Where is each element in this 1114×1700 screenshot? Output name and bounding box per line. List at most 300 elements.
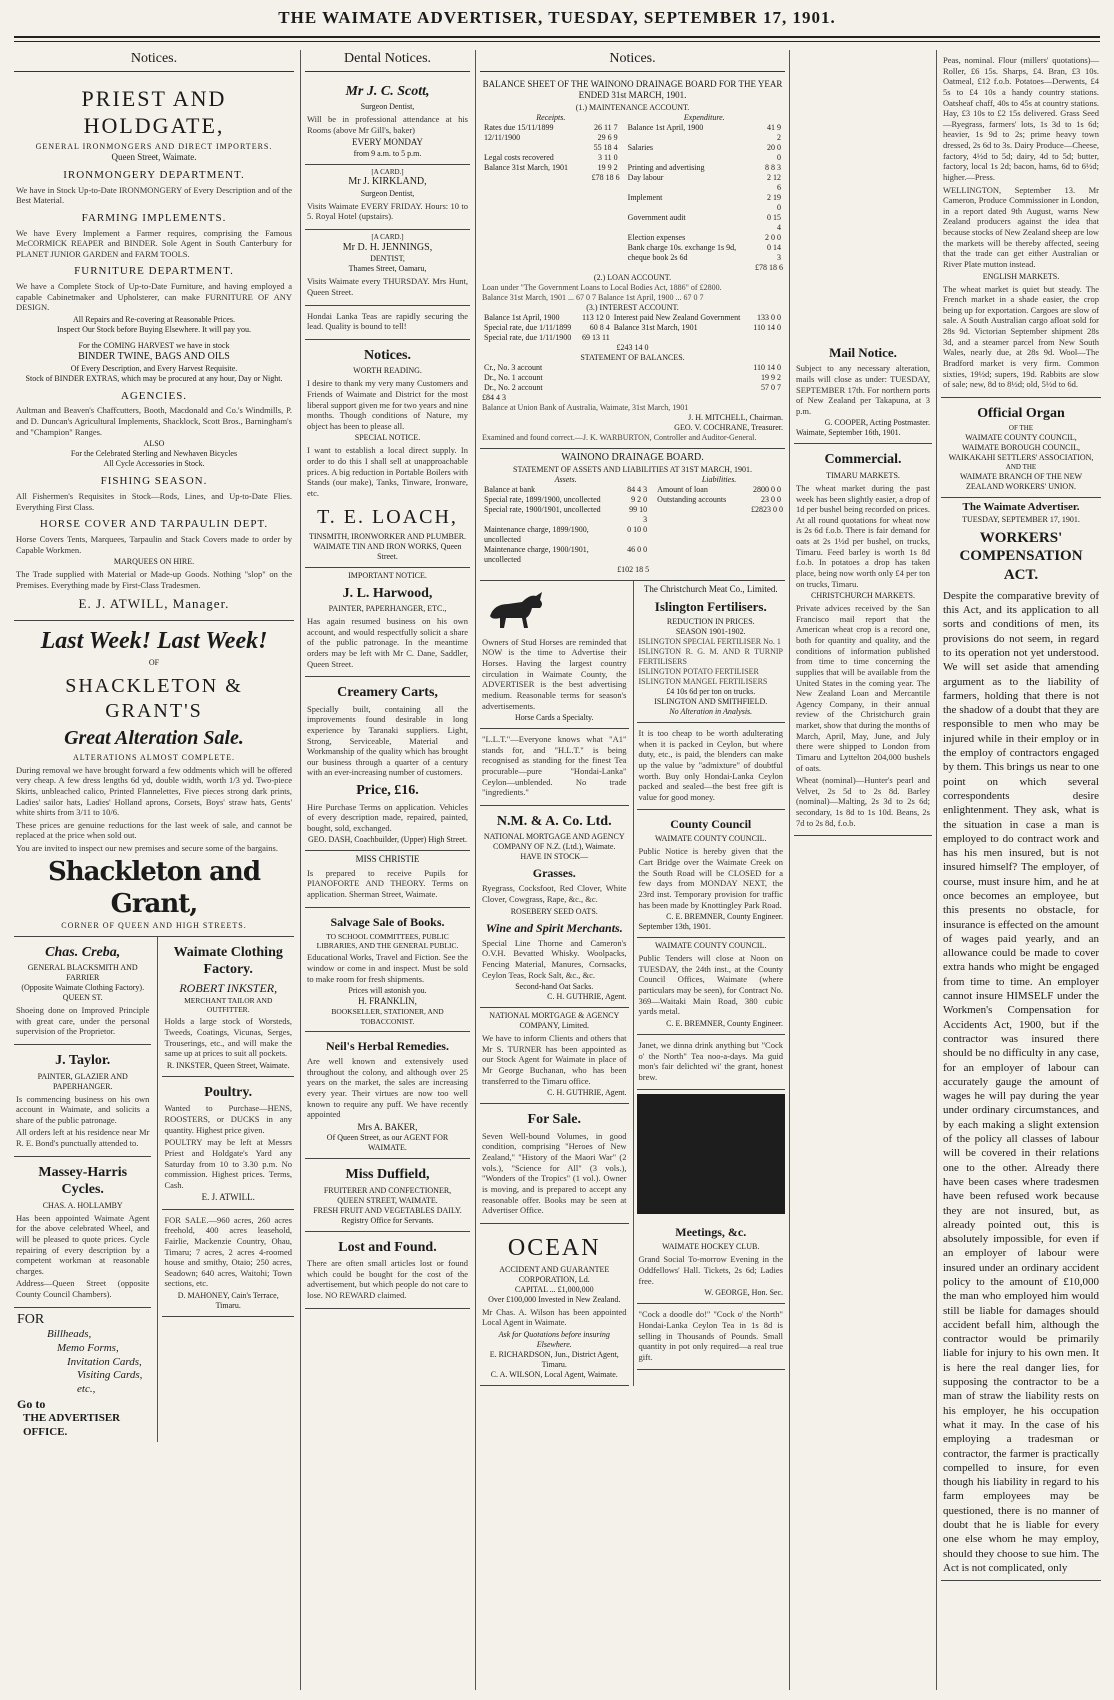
ad-text: Is commencing business on his own account in Waimate, and solicits a share of the public patronage. [16, 1093, 150, 1125]
liabilities-rows [655, 485, 783, 505]
market-report [941, 50, 1101, 398]
ad-text: FRUITERER AND CONFECTIONER, [323, 1185, 452, 1195]
ad-text: QUEEN ST. [62, 993, 103, 1003]
table-row [626, 233, 783, 243]
taylor-ad [14, 1045, 151, 1157]
table-cell: Maintenance charge, 1900/1901, uncollected [484, 544, 589, 564]
section-heading: HORSE COVER AND TARPAULIN DEPT. [39, 518, 269, 531]
ad-text: All orders left at his residence near Mr R. E. Bond's punctually attended to. [16, 1127, 150, 1148]
ad-text: Registry Office for Servants. [341, 1215, 434, 1225]
advertiser-name: J. L. Harwood, [342, 585, 433, 601]
ad-headline: Salvage Sale of Books. [330, 914, 445, 929]
article-text: Private advices received by the San Francisco mail report that the American wheat crop is a record one, both for quantity and quality, and the conditions of information published from time to time concerning the supplies that will be available from the United States in the coming year. The New Zealand Loan and Mercantile Agency Company, in their annual review of the Christchurch grain market, show that during the months of March, April, May, June, and July there were shipped to London from Timaru and Lyttelton 204,000 bushels of oats. [796, 603, 930, 773]
dark-illustration [637, 1094, 786, 1214]
ad-text: Prices will astonish you. [348, 986, 427, 996]
priest-holdgate-ad [14, 76, 294, 621]
ad-text: TO SCHOOL COMMITTEES, PUBLIC LIBRARIES, AND THE GENERAL PUBLIC. [316, 931, 459, 950]
ad-text: CAPITAL ... £1,000,000 [514, 1284, 594, 1294]
ad-text: ALTERATIONS ALMOST COMPLETE. [72, 752, 235, 762]
ad-text: Aultman and Beaven's Chaffcutters, Booth, Macdonald and Co.'s Windmills, P. and D. Duncan's Agricultural Implements, Shacklock, Scott Bros., Barningham's and "Champion" Ranges. [16, 405, 292, 437]
signature: E. RICHARDSON, Jun., District Agent, Timaru. [489, 1350, 619, 1369]
ad-headline: Wine and Spirit Merchants. [485, 920, 623, 935]
ad-text: WAIMATE COUNTY COUNCIL. [655, 834, 767, 844]
ad-text: Wanted to Purchase—HENS, ROOSTERS, or DUCKS in any quantity. Highest price given. [164, 1103, 292, 1135]
expenditure-rows [626, 123, 783, 263]
table-cell: 19 9 2 [597, 163, 618, 172]
table-cell: Balance 1st April, 1900 [484, 313, 560, 322]
ad-text: WAIMATE HOCKEY CLUB. [662, 1242, 760, 1252]
advertiser-name: J. Taylor. [55, 1053, 111, 1068]
ad-headline: Waimate Clothing Factory. [173, 944, 283, 978]
table-cell [750, 333, 783, 343]
section-heading: STATEMENT OF ASSETS AND LIABILITIES AT 31ST MARCH, 1901. [513, 464, 752, 474]
ad-headline: Mail Notice. [829, 345, 897, 360]
table-cell: Election expenses [627, 233, 686, 242]
table-row [482, 333, 783, 343]
signature: J. H. MITCHELL, Chairman. [688, 413, 783, 422]
column-rule [475, 50, 476, 1690]
ad-text: Owners of Stud Horses are reminded that NOW is the time to Advertise their Horses. Having the largest country circulation in Waimate County, the ADVERTISER is the best advertising medium. Reasonable terms for season's advertisements. [482, 636, 627, 711]
table-row [626, 243, 783, 263]
meat-co-ad [637, 581, 786, 724]
signature: W. GEORGE, Hon. Sec. [704, 1288, 783, 1298]
ad-text: ISLINGTON R. G. M. AND R TURNIP FERTILISERS [638, 647, 783, 666]
ad-text: Examined and found correct.—J. K. WARBURTON, Controller and Auditor-General. [482, 433, 757, 442]
signature: GEO. V. COCHRANE, Treasurer. [674, 423, 783, 432]
table-total: £2823 0 0 [751, 504, 783, 514]
ad-text: For the Celebrated Sterling and Newhaven Bicycles [70, 449, 238, 459]
signature: C. H. GUTHRIE, Agent. [547, 1088, 627, 1098]
table-cell: Printing and advertising [627, 163, 705, 172]
ad-text: Visits Waimate EVERY FRIDAY. Hours: 10 to 5. Royal Hotel (upstairs). [307, 200, 468, 222]
ad-text: Surgeon Dentist, [360, 188, 415, 198]
table-row [482, 133, 620, 143]
ad-text: [A CARD.] [371, 233, 404, 241]
table-cell: 2 0 0 [765, 233, 781, 242]
ad-headline: Lost and Found. [338, 1239, 437, 1255]
column-rule [789, 50, 790, 1690]
advertiser-name: H. FRANKLIN, [358, 996, 417, 1007]
ad-text: Loan under "The Government Loans to Local Bodies Act, 1886" of £2800. [482, 283, 722, 292]
table-cell: 110 14 0 [753, 363, 781, 372]
section-heading: AGENCIES. [120, 389, 188, 402]
column-rule [936, 50, 937, 1690]
table-cell: 0 10 0 [627, 524, 648, 534]
christie-ad [305, 851, 470, 907]
table-row [626, 173, 783, 193]
ad-headline: For Sale. [527, 1112, 581, 1128]
signature: C. H. GUTHRIE, Agent. [547, 992, 627, 1002]
ad-text: POULTRY may be left at Messrs Priest and Holdgate's Yard any Saturday from 10 to 3.30 p.m. No commission. Highest prices. Terms, Cash. [164, 1137, 292, 1190]
table-cell: Special rate, due 1/11/1900 [484, 333, 572, 342]
section-heading: Commercial. [824, 452, 902, 468]
editorial-text: Despite the comparative brevity of this Act, and its application to all sorts and conditions of men, its provisions do not seem, in regard to its operation not yet understood. We will set aside that amending argument as to the liability of farmers, holding that there is not the shadow of a doubt that they are responsible to men who may be injured while in their employ or in the employ of contractors engaged by them. This brings us near to one point on which several correspondents desire enlightenment. They ask, what is the situation in case a man is employed to do contract work and has his men insured, but is not insured himself? The employer, of course, must insure him, and he at once becomes an employee, but this presents no obstacle, for insurance is effected on the amount of wages paid yearly, and an allowance could be made to cover extra hands who might be engaged from time to time. An employer cannot insure HIMSELF under the Workmen's Compensation for Accidents Act, 1900, but if the contractor was insured there should be no difficulty in any case, for an employer of labour can accurately gauge the amount of wages he will pay during the year under ordinary circumstances, and by each making a slight extension of the policy all classes of labour will be covered in their relations one to the other. Already there have been cases where tradesmen have been refused work because they are not insured, but, as already pointed out, this is absolutely impossible, for even if an employer of labour were insured under an ordinary accident policy to the amount of £10,000 the man who employed him would still be liable for damages should accident befall him, although the contractor would be primarily liable for injury to his own men. It is here the real danger lies, for supposing the contractor to be a man of straw the liability rests on his employer, he his occupation what it may. In the case of his employing a tradesman or contractor, the farmer is practically compelled to insure, for even though his liability in regard to his farm employees may be questioned, there is no manner of doubt that he is liable for every one else whom he may employ, should they choose to sue him. The Act is not complicated, only [943, 589, 1099, 1574]
signature: R. INKSTER, Queen Street, Waimate. [166, 1060, 290, 1070]
official-organ [941, 398, 1101, 498]
ad-date: Waimate, September 16th, 1901. [796, 428, 901, 438]
masthead [0, 0, 1114, 46]
paper-date: TUESDAY, SEPTEMBER 17, 1901. [962, 514, 1080, 524]
ad-text: Has been appointed Waimate Agent for the above celebrated Wheel, and will be pleased to quote prices. Cycle repairing of every description by a competent workman at reasonable charges. [16, 1212, 150, 1276]
ad-text: WAIKAKAHI SETTLERS' ASSOCIATION, [948, 453, 1094, 462]
table-cell: 60 8 4 [589, 323, 610, 332]
table-cell: 2 12 6 [767, 173, 781, 192]
masthead-rule [14, 36, 1100, 42]
ad-text: SPECIAL NOTICE. [354, 433, 421, 443]
table-cell: 9 2 0 [631, 494, 648, 504]
assets-liabilities [482, 475, 783, 575]
assets-table [482, 475, 649, 575]
table-cell: Legal costs recovered [484, 153, 554, 162]
signature: D. MAHONEY, Cain's Terrace, Timaru. [177, 1291, 279, 1310]
ad-headline: Neil's Herbal Remedies. [326, 1039, 449, 1054]
assets-rows [482, 485, 649, 565]
ad-text: Educational Works, Travel and Fiction. See the window or come in and inspect. Must be sold to make room for fresh shipments. [307, 952, 468, 984]
ad-text: These prices are genuine reductions for the last week of sale, and cannot be replaced at the price when sold out. [16, 819, 292, 841]
table-cell: Balance 1st April, 1900 [627, 123, 704, 132]
table-row [482, 123, 620, 133]
ad-text: GENERAL BLACKSMITH AND FARRIER [27, 963, 138, 983]
table-cell [482, 143, 586, 153]
ad-text: It is too cheap to be worth adulterating when it is packed in Ceylon, but where duty, etc., is paid, the blenders can make up the value by "admixture" of doubtful worth. Buy only Hondai-Lanka Ceylon packed and sealed—the best free gift is value for good money. [638, 728, 783, 802]
table-cell: Outstanding accounts [657, 494, 727, 504]
column-dental-notices [305, 50, 470, 1690]
advertiser-name: Mr J. C. Scott, [345, 83, 430, 99]
ad-text: Horse Cards a Specialty. [514, 713, 594, 723]
table-heading: Liabilities. [701, 474, 737, 484]
advertiser-name: The Christchurch Meat Co., Limited. [643, 583, 778, 594]
ad-text: Shoeing done on Improved Principle with great care, under the personal supervision of the Proprietor. [16, 1005, 150, 1037]
ad-text: HAVE IN STOCK— [520, 852, 589, 862]
lower-ads-row [480, 581, 785, 1387]
ad-headline: Meetings, &c. [675, 1225, 747, 1240]
ad-text: Memo Forms, [57, 1341, 119, 1354]
table-cell: 69 13 11 [582, 333, 610, 342]
table-total: £243 14 0 [616, 343, 649, 352]
ad-text: EVERY MONDAY [351, 137, 424, 148]
table-cell: 0 15 4 [767, 213, 781, 232]
clothing-factory-ad [162, 937, 294, 1077]
section-heading: CHRISTCHURCH MARKETS. [810, 591, 915, 601]
poultry-ad [162, 1077, 294, 1210]
ad-text: Billheads, [47, 1328, 92, 1341]
ad-text: ISLINGTON SPECIAL FERTILISER No. 1 [638, 637, 781, 646]
ad-text: £4 10s 6d per ton on trucks. [666, 687, 756, 696]
ad-text: Subject to any necessary alteration, mails will close as under: TUESDAY, SEPTEMBER 17th. For northern ports of New Zealand per Takapuna, at 3 p.m. [796, 363, 930, 416]
table-cell: Cr., No. 3 account [484, 363, 543, 372]
ad-text: ISLINGTON MANGEL FERTILISERS [638, 677, 768, 686]
ad-text: THE ADVERTISER OFFICE. [23, 1411, 121, 1438]
table-cell: Balance 31st March, 1901 [484, 163, 568, 172]
horse-illustration [482, 586, 552, 630]
signature: GEO. DASH, Coachbuilder, (Upper) High Street. [308, 835, 467, 845]
signature: C. E. BREMNER, County Engineer. [666, 912, 783, 922]
llt-tea-ad [480, 729, 629, 806]
small-ads-row [14, 937, 294, 1443]
balances-rows [482, 363, 783, 393]
table-row [482, 313, 783, 323]
table-row [655, 495, 783, 505]
table-total: £84 4 3 [482, 393, 506, 402]
column-rule [300, 50, 301, 1690]
ad-text: Balance at Union Bank of Australia, Waimate, 31st March, 1901 [482, 403, 689, 412]
table-cell: 2800 0 0 [753, 484, 781, 494]
advertiser-name: SHACKLETON & GRANT'S [65, 674, 243, 722]
ad-text: I desire to thank my very many Customers and Friends of Waimate and District for the most liberal support given me for two years and nine months. Though conditions of Nature, my object has been to please all. [307, 378, 468, 431]
ad-text: Public Tenders will close at Noon on TUESDAY, the 24th inst., at the County Council Offices, Waimate (where particulars may be seen), for Contract No. 369—Waitaki Main Road, 380 cubic yards metal. [638, 953, 783, 1017]
table-row [626, 143, 783, 163]
table-cell: 12/11/1900 [484, 133, 521, 142]
ad-text: ACCIDENT AND GUARANTEE CORPORATION, Ld. [499, 1264, 610, 1284]
ad-text: WORTH READING. [353, 366, 422, 376]
cock-tea-ad [637, 1304, 786, 1370]
table-cell: Balance at bank [484, 484, 536, 494]
table-heading: Expenditure. [683, 113, 725, 122]
ad-text: Go to [17, 1396, 46, 1411]
table-cell: 20 0 0 [767, 143, 781, 162]
right-small-ads [157, 937, 294, 1443]
table-row [482, 545, 649, 565]
ad-text: FOR SALE.—960 acres, 260 acres freehold, 400 acres leasehold, Fairlie, Mackenzie Country, Ohau, Timaru; 7 acres, 2 acres 4-roomed house and smithy, Otaio; 250 acres, Seadown; 640 acres, Waitohi; Town sections, etc. [164, 1214, 292, 1289]
section-heading: FARMING IMPLEMENTS. [81, 211, 227, 224]
ad-headline: Poultry. [204, 1084, 253, 1100]
advertiser-name: Chas. Creba, [45, 944, 121, 960]
balance-sheet-title: BALANCE SHEET OF THE WAINONO DRAINAGE BOARD FOR THE YEAR ENDED 31st MARCH, 1901. [482, 78, 783, 100]
ad-text: You are invited to inspect our new premises and secure some of the bargains. [16, 843, 278, 853]
newspaper-title: THE WAIMATE ADVERTISER, TUESDAY, SEPTEMBER 17, 1901. [278, 8, 836, 27]
ad-text: WAIMATE BOROUGH COUNCIL, [962, 443, 1080, 452]
editorial-heading: WORKERS' COMPENSATION ACT. [959, 529, 1083, 583]
ad-text: No Alteration in Analysis. [669, 707, 753, 716]
creamery-carts-ad [305, 677, 470, 851]
advertiser-name: T. E. LOACH, [317, 505, 458, 528]
advertiser-name: Shackleton and Grant, [47, 856, 261, 920]
nma-ad [480, 806, 629, 1008]
ad-text: Stock of BINDER EXTRAS, which may be procured at any hour, Day or Night. [25, 373, 283, 383]
section-heading: STATEMENT OF BALANCES. [580, 353, 685, 362]
kirkland-dentist-ad [305, 165, 470, 231]
ad-headline: Creamery Carts, [337, 685, 438, 701]
ad-text: FOR [17, 1311, 45, 1327]
advertiser-name: Mr J. KIRKLAND, [348, 176, 427, 188]
table-total: £78 18 6 [755, 263, 783, 272]
table-cell: Dr., No. 1 account [484, 373, 543, 382]
ad-headline: Last Week! Last Week! [40, 627, 268, 654]
table-cell: Special rate, 1900/1901, uncollected [484, 504, 601, 514]
ad-text: FRESH FRUIT AND VEGETABLES DAILY. [313, 1205, 462, 1215]
maintenance-account [482, 113, 783, 273]
ad-headline: Great Alteration Sale. [64, 726, 244, 749]
table-row [655, 485, 783, 495]
liabilities-table [655, 475, 783, 575]
column-notices-3 [480, 50, 785, 1690]
article-text: WELLINGTON, September 13. Mr Cameron, Produce Commissioner in London, in a report dated 9th August, warns New Zealand producers against the idea that because stocks of New Zealand sheep are low the markets will be thereby affected, seeing that the trade can get either Australian or River Plate mutton instead. [943, 184, 1100, 269]
table-row [482, 485, 649, 495]
lower-left-ads [480, 581, 629, 1387]
ad-text: During removal we have brought forward a few oddments which will be offered very cheap. A few dress lengths 6d yd, double width, worth 1/3 yd. Two-piece Skirts, unbleached calico, Printed Flannelettes, Five pieces strong dark prints, Ladies' sailor hats, Ladies' Holland aprons, Corsets, Boys' straw hats, Gents' white shirts from 3/11 to 10/6. [16, 764, 292, 818]
article-text: Wheat (nominal)—Hunter's pearl and Velvet, 2s 5d to 2s 8d. Barley (nominal)—Malting, 2s 3d to 2s 6d; secondary, 1s 8d to 1s 10d. Beans, 2s 7d to 2s 8d, f.o.b. [796, 775, 930, 828]
books-for-sale-ad [480, 1104, 629, 1224]
interest-rows [482, 313, 783, 343]
ad-text: WAIMATE COUNTY COUNCIL, [965, 433, 1077, 442]
ad-text: We have to inform Clients and others that Mr S. TURNER has been appointed as our Stock Agent for Waimate in place of Mr George Buchanan, who has been transferred to the Timaru office. [482, 1033, 627, 1086]
advertiser-name: PRIEST AND HOLDGATE, [81, 85, 227, 138]
lower-right-ads [633, 581, 786, 1387]
ad-headline: Official Organ [977, 405, 1065, 421]
table-cell: 99 10 3 [629, 504, 648, 524]
ad-text: ROSEBERY SEED OATS. [510, 906, 598, 916]
section-heading: IRONMONGERY DEPARTMENT. [63, 168, 245, 181]
table-cell: Amount of loan [657, 484, 708, 494]
ad-text: IMPORTANT NOTICE. [348, 570, 427, 580]
advertiser-name: Mrs A. BAKER, [357, 1121, 418, 1132]
advertiser-subtitle: GENERAL IRONMONGERS AND DIRECT IMPORTERS. [35, 141, 273, 151]
table-row [482, 525, 649, 545]
ad-text: Ask for Quotations before insuring Elsewhere. [498, 1330, 610, 1349]
ad-text: TINSMITH, IRONWORKER AND PLUMBER. [308, 531, 467, 541]
column-notices-1 [14, 50, 294, 1690]
advertiser-name: Miss Duffield, [345, 1167, 430, 1183]
ad-text: We have Every Implement a Farmer requires, comprising the Famous McCORMICK REAPER and BINDER. Sole Agent in South Canterbury for PLANET JUNIOR GARDEN and FARM TOOLS. [16, 227, 292, 259]
table-cell: Special rate, due 1/11/1899 [484, 323, 572, 332]
ad-text: SEASON 1901-1902. [675, 627, 746, 636]
ad-text: Surgeon Dentist, [360, 102, 415, 111]
table-cell: 2 19 0 [767, 193, 781, 212]
ad-text: WAIMATE COUNTY COUNCIL. [655, 941, 767, 951]
advertiser-name: N.M. & A. Co. Ltd. [496, 813, 612, 829]
ad-text: CHAS. A. HOLLAMBY [42, 1200, 123, 1210]
signature: E. J. ATWILL. [201, 1192, 255, 1203]
county-council-ad [637, 810, 786, 938]
ad-headline: Grasses. [532, 866, 576, 881]
table-cell: Rates due 15/11/1899 [484, 123, 554, 132]
ad-text: Hire Purchase Terms on application. Vehicles of every description made, repaired, painted, bought, sold, exchanged. [307, 801, 468, 833]
nma-agent-ad [480, 1008, 629, 1104]
table-cell: Special rate, 1899/1900, uncollected [484, 494, 601, 504]
ad-text: "L.L.T."—Everyone knows what "A1" stands for, and "H.L.T." is being recognised as standing for the finest Tea procurable—pure "Hondai-Lanka" Ceylon—unblended. No trade "ingredients." [482, 734, 627, 798]
hondai-tea-ad [305, 306, 470, 340]
balance-sheet [480, 76, 785, 450]
printing-ad [14, 1308, 151, 1443]
table-cell: 19 9 2 [761, 373, 781, 382]
table-cell: Maintenance charge, 1899/1900, uncollected [484, 524, 589, 544]
ad-text: Horse Covers Tents, Marquees, Tarpaulin and Stack Covers made to order by Capable Workmen. [16, 533, 292, 555]
left-small-ads [14, 937, 151, 1443]
table-row [482, 495, 649, 505]
table-cell: Salaries [627, 143, 653, 152]
ad-text: REDUCTION IN PRICES. [666, 617, 755, 626]
section-heading: TIMARU MARKETS. [826, 470, 900, 480]
table-cell: 8 8 3 [765, 163, 781, 172]
ad-text: Seven Well-bound Volumes, in good condition, comprising "Heroes of New Zealand," "History of the Maori War" (2 vols.), "Science for All" (3 vols.), "Wonders of the Tropics" (1 vol.). Owner is moving, and is prepared to accept any reasonable offer. Books may be seen at Advertiser Office. [482, 1130, 627, 1216]
table-cell: Dr., No. 2 account [484, 383, 543, 392]
table-cell: 110 14 0 [753, 323, 781, 332]
table-cell: 113 12 0 [582, 313, 610, 322]
ad-text: AND THE [1005, 463, 1037, 471]
ad-text: from 9 a.m. to 5 p.m. [353, 148, 422, 158]
table-cell: 3 11 0 [597, 153, 618, 162]
ad-text: MARQUEES ON HIRE. [113, 557, 195, 567]
advertiser-address: Queen Street, Waimate. [111, 151, 197, 162]
mail-notice [794, 338, 932, 444]
ad-text: Hondai Lanka Teas are rapidly securing the lead. Quality is bound to tell! [307, 310, 468, 332]
section-heading: ENGLISH MARKETS. [982, 271, 1060, 281]
table-heading: Assets. [554, 474, 577, 484]
ad-headline: Islington Fertilisers. [654, 598, 767, 614]
column-commercial [794, 50, 932, 1690]
ad-headline: County Council [670, 817, 752, 832]
tea-ad [637, 723, 786, 810]
paper-name: The Waimate Advertiser. [962, 500, 1080, 513]
ad-text: Visits Waimate every THURSDAY. Mrs Hunt, Queen Street. [307, 276, 468, 297]
table-row [626, 123, 783, 143]
section-heading: (2.) LOAN ACCOUNT. [593, 273, 672, 282]
neil-remedies-ad [305, 1032, 470, 1159]
ad-text: OF [148, 657, 160, 667]
ad-text: Of Queen Street, as our AGENT FOR WAIMATE. [326, 1133, 449, 1153]
ad-text: OF THE [1008, 424, 1034, 433]
table-cell: 26 11 7 [593, 123, 618, 132]
advertiser-name: Massey-Harris Cycles. [38, 1164, 128, 1198]
receipts-table [482, 113, 620, 273]
ad-text: PAINTER, PAPERHANGER, ETC., [328, 604, 447, 613]
table-cell: 41 9 2 [767, 123, 781, 142]
table-total: £78 18 6 [591, 173, 620, 182]
ad-text: ALSO [143, 439, 165, 449]
scott-dentist-ad [305, 76, 470, 165]
ad-text: WAIMATE BRANCH OF THE NEW ZEALAND WORKERS' UNION. [959, 471, 1083, 491]
salvage-sale-ad [305, 908, 470, 1033]
table-cell: 46 0 0 [627, 544, 648, 554]
ad-text: I want to establish a local direct supply. In order to do this I shall sell at unapproachable prices. A big reduction in Portable Boilers with Stands (our make), Tanks, Tinware, Ironware, etc. [307, 445, 468, 498]
table-cell: Government audit [627, 213, 686, 222]
ad-text: Has again resumed business on his own account, and would respectfully solicit a share of the public patronage. In the meantime orders may be left with Mr C. Dane, Saddler, Queen Street. [307, 616, 468, 669]
land-for-sale-ad [162, 1210, 294, 1317]
ad-text: ISLINGTON AND SMITHFIELD. [654, 697, 768, 706]
advertiser-name: NATIONAL MORTGAGE & AGENCY COMPANY, Limited. [489, 1011, 620, 1031]
ad-text: Of Every Description, and Every Harvest Requisite. [70, 363, 238, 373]
ad-text: Visiting Cards, etc., [77, 1369, 143, 1396]
table-cell: Balance 31st March, 1901 [613, 323, 698, 332]
duffield-ad [305, 1159, 470, 1232]
section-heading: (3.) INTEREST ACCOUNT. [586, 303, 679, 312]
ad-text: MERCHANT TAILOR AND OUTFITTER. [184, 995, 273, 1014]
massey-harris-ad [14, 1157, 151, 1308]
article-text: Peas, nominal. Flour (millers' quotations)—Roller, £6 15s. Sharps, £4. Bran, £3 10s. Oatmeal, £12 f.o.b. Potatoes—Derwents, £4 5s to £4 10s a handy country stations. Oatsheaf chaff, 40s to 45s at country stations. Hay, £3 10s to £2 15s delivered. Grass Seed—Ryegrass, farmers' lots, 1s 3d to 1s 6d; heavier, 1s 9d to 2s; prime heavy town dressed, 2s 6d to 3s. Dairy Produce—Cheese, factory, 4½d to 5d; dairy, 4d to 5d; butter, factory, local 1s 2d; bacon, hams, 6d to 6½d; higher.—Press. [943, 55, 1099, 182]
signature: C. A. WILSON, Local Agent, Waimate. [490, 1370, 618, 1379]
tenders-ad [637, 938, 786, 1035]
ad-text: Is prepared to receive Pupils for PIANOFORTE AND THEORY. Terms on application. Sherman Street, Waimate. [307, 867, 468, 899]
ad-text: Are well known and extensively used throughout the colony, and although over 25 years on the market, the sales are increasing every year. Their virtues are now too well known to require any puff. We have recently appointed [307, 1056, 468, 1120]
table-row [626, 213, 783, 233]
advertiser-name: OCEAN [507, 1234, 601, 1261]
jennings-dentist-ad [305, 230, 470, 306]
section-heading: WAINONO DRAINAGE BOARD. [561, 452, 704, 463]
expenditure-table [626, 113, 783, 273]
table-cell: 23 0 0 [761, 494, 781, 504]
ad-text: All Cycle Accessories in Stock. [103, 459, 205, 469]
ad-text: [A CARD.] [371, 167, 404, 176]
shackleton-grant-ad [14, 621, 294, 937]
table-row [482, 153, 620, 163]
ad-text: ISLINGTON POTATO FERTILISER [638, 667, 759, 676]
ad-text: Grand Social To-morrow Evening in the Oddfellows' Hall. Tickets, 2s 6d; Ladies free. [638, 1254, 783, 1286]
ad-text: Special Line Thorne and Cameron's O.V.H. Bevatted Whisky. Woolpacks, Fencing Material, Manures, Cornsacks, Ceylon Teas, Rock Salt, &c., &c. [482, 937, 627, 980]
creba-ad [14, 937, 151, 1045]
table-cell: 133 0 0 [757, 313, 781, 322]
ad-text: Ryegrass, Cocksfoot, Red Clover, White Clover, Cowgrass, Rape, &c., &c. [482, 883, 627, 904]
advertiser-name: MISS CHRISTIE [355, 854, 420, 865]
